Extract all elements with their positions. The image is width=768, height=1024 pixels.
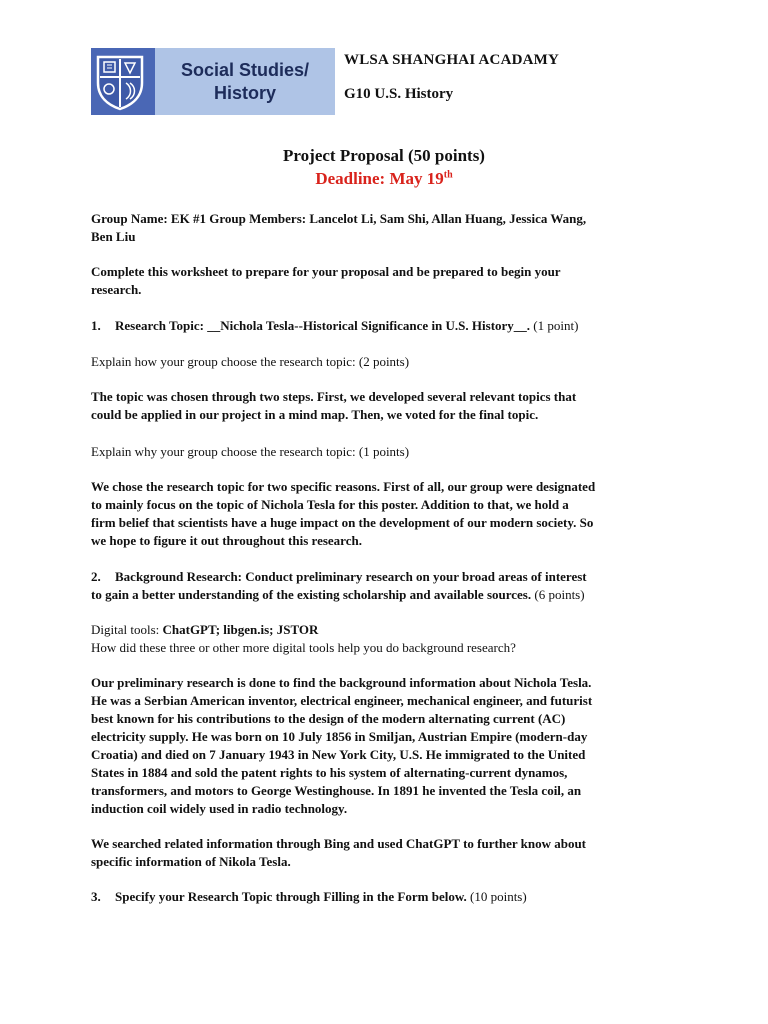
banner-label [155,48,335,115]
digital-tools-value: ChatGPT; libgen.is; JSTOR [162,622,319,637]
answer-line: Our preliminary research is done to find the background information about Nichola Tesla. [91,675,592,690]
intro [91,263,691,299]
answer-line: transformers, and motors to George Westinghouse. In 1891 he invented the Tesla coil, an [91,783,582,798]
deadline [0,169,768,189]
answer-line: we hope to figure it out throughout this research. [91,533,362,548]
answer-line: could be applied in our project in a mind map. Then, we voted for the final topic. [91,407,539,422]
question-3-points: (10 points) [466,889,527,904]
course-name: G10 U.S. History [344,86,454,102]
question-2-answer [91,674,691,818]
question-2-line-1: Background Research: Conduct preliminary research on your broad areas of interest [115,569,587,584]
deadline-text: Deadline: May 19 [315,169,444,188]
question-1b-answer [91,478,691,550]
question-3 [91,888,691,906]
question-1a-answer [91,388,691,424]
answer-line: specific information of Nikola Tesla. [91,854,291,869]
question-2-number: 2. [91,569,101,584]
answer-line: We searched related information through Bing and used ChatGPT to further know about [91,836,587,851]
group-line-1: Group Name: EK #1 Group Members: Lancelot Li, Sam Shi, Allan Huang, Jessica Wang, [91,211,587,226]
school-name: WLSA SHANGHAI ACADAMY [344,52,560,68]
question-1 [91,317,691,335]
intro-line-1: Complete this worksheet to prepare for your proposal and be prepared to begin your [91,264,561,279]
question-1-text: Research Topic: __Nichola Tesla--Historical Significance in U.S. History__. [115,318,531,333]
digital-tools-question: How did these three or other more digital tools help you do background research? [91,640,516,655]
digital-tools-label: Digital tools: [91,622,163,637]
answer-line: induction coil widely used in radio technology. [91,801,348,816]
question-1-points: (1 point) [530,318,579,333]
answer-line: firm belief that scientists have a huge impact on the development of our modern society. So [91,515,594,530]
answer-line: Croatia) and died on 7 January 1943 in New York City, U.S. He immigrated to the United [91,747,586,762]
academy-crest-icon [94,53,146,111]
answer-line: We chose the research topic for two specific reasons. First of all, our group were designated [91,479,596,494]
group-info [91,210,691,246]
question-2-search [91,835,691,871]
header-banner [91,48,335,115]
banner-line-1: Social Studies/ [180,59,310,80]
answer-line: States in 1884 and sold the patent rights to his system of alternating-current dynamos, [91,765,568,780]
page-title: Project Proposal (50 points) [283,146,485,165]
question-2 [91,568,691,604]
answer-line: electricity supply. He was born on 10 July 1856 in Smiljan, Austrian Empire (modern-day [91,729,588,744]
question-2-points: (6 points) [531,587,585,602]
intro-line-2: research. [91,282,142,297]
deadline-suffix: th [443,169,453,181]
question-1a-prompt: Explain how your group choose the research topic: (2 points) [91,354,410,369]
answer-line: best known for his contributions to the design of the modern alternating current (AC) [91,711,566,726]
answer-line: to mainly focus on the topic of Nichola Tesla for this poster. Addition to that, we hold a [91,497,569,512]
question-1-number: 1. [91,318,101,333]
question-3-number: 3. [91,889,101,904]
answer-line: The topic was chosen through two steps. First, we developed several relevant topics that [91,389,577,404]
banner-line-2: History [213,82,276,103]
question-3-text: Specify your Research Topic through Filling in the Form below. [115,889,467,904]
digital-tools [91,621,691,657]
answer-line: He was a Serbian American inventor, electrical engineer, mechanical engineer, and futurist [91,693,593,708]
group-line-2: Ben Liu [91,229,136,244]
question-2-line-2: to gain a better understanding of the existing scholarship and available sources. [91,587,532,602]
question-1b-prompt: Explain why your group choose the research topic: (1 points) [91,444,410,459]
